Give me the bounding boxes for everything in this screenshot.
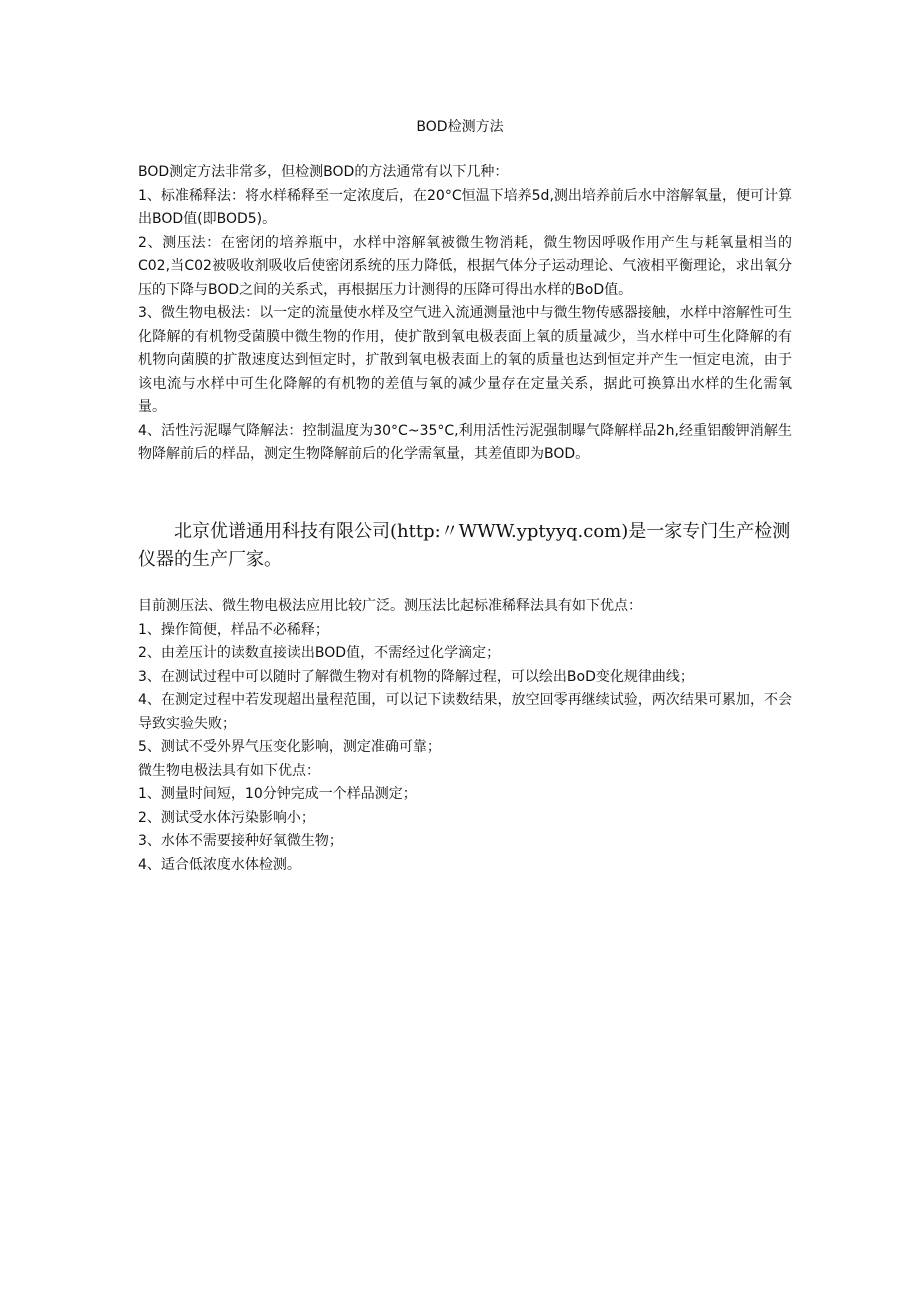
electrode-advantages-intro: 微生物电极法具有如下优点： [138,762,320,779]
pressure-advantage-item: 2、由差压计的读数直接读出BOD值，不需经过化学滴定； [138,645,501,661]
electrode-advantage-item: 4、适合低浓度水体检测。 [138,856,301,873]
pressure-advantage-item: 4、在测定过程中若发现超出量程范围，可以记下读数结果，放空回零再继续试验，两次结果可累加，不会导致实验失败； [138,692,792,732]
pressure-advantage-item: 3、在测试过程中可以随时了解微生物对有机物的降解过程，可以绘出BoD变化规律曲线； [138,668,694,685]
document-title: BOD检测方法 [416,119,504,135]
method-microbial-electrode: 3、微生物电极法：以一定的流量使水样及空气进入流通测量池中与微生物传感器接触，水样中溶解性可生化降解的有机物受菌膜中微生物的作用，使扩散到氧电极表面上氧的质量减少，当水样中可生化降解的有机物向菌膜的扩散速度达到恒定时，扩散到氧电极表面上的氧的质量也达到恒定并产生一恒定电流，由于该电流与水样中可生化降解的有机物的差值与氧的减少量存在定量关系，据此可换算出水样的生化需氧量。 [138,305,792,415]
advantages-section [138,595,792,877]
pressure-advantage-item: 1、操作简便，样品不必稀释； [138,621,329,638]
electrode-advantage-item: 1、测量时间短，10分钟完成一个样品测定； [138,786,417,802]
company-statement: 北京优谱通用科技有限公司(http:〃WWW.yptyyq.com)是一家专门生产检测仪器的生产厂家。 [138,521,791,570]
methods-intro: BOD测定方法非常多，但检测BOD的方法通常有以下几种： [138,164,509,180]
bod-methods-section [138,161,792,467]
method-activated-sludge: 4、活性污泥曝气降解法：控制温度为30°C~35°C,利用活性污泥强制曝气降解样品2h,经重铝酸钾消解生物降解前后的样品，测定生物降解前后的化学需氧量，其差值即为BOD。 [138,422,792,462]
electrode-advantage-item: 2、测试受水体污染影响小； [138,809,315,826]
electrode-advantage-item: 3、水体不需要接种好氧微生物； [138,833,343,849]
pressure-advantage-item: 5、测试不受外界气压变化影响，测定准确可靠； [138,739,441,755]
method-standard-dilution: 1、标准稀释法：将水样稀释至一定浓度后，在20°C恒温下培养5d,测出培养前后水中溶解氧量，便可计算出BOD值(即BOD5)。 [138,187,792,227]
advantages-intro: 目前测压法、微生物电极法应用比较广泛。测压法比起标准稀释法具有如下优点： [138,598,642,614]
method-pressure: 2、测压法：在密闭的培养瓶中，水样中溶解氧被微生物消耗，微生物因呼吸作用产生与耗氧量相当的C02,当C02被吸收剂吸收后使密闭系统的压力降低，根据气体分子运动理论、气液相平衡理论，求出氧分压的下降与BOD之间的关系式，再根据压力计测得的压降可得出水样的BoD值。 [138,234,792,298]
